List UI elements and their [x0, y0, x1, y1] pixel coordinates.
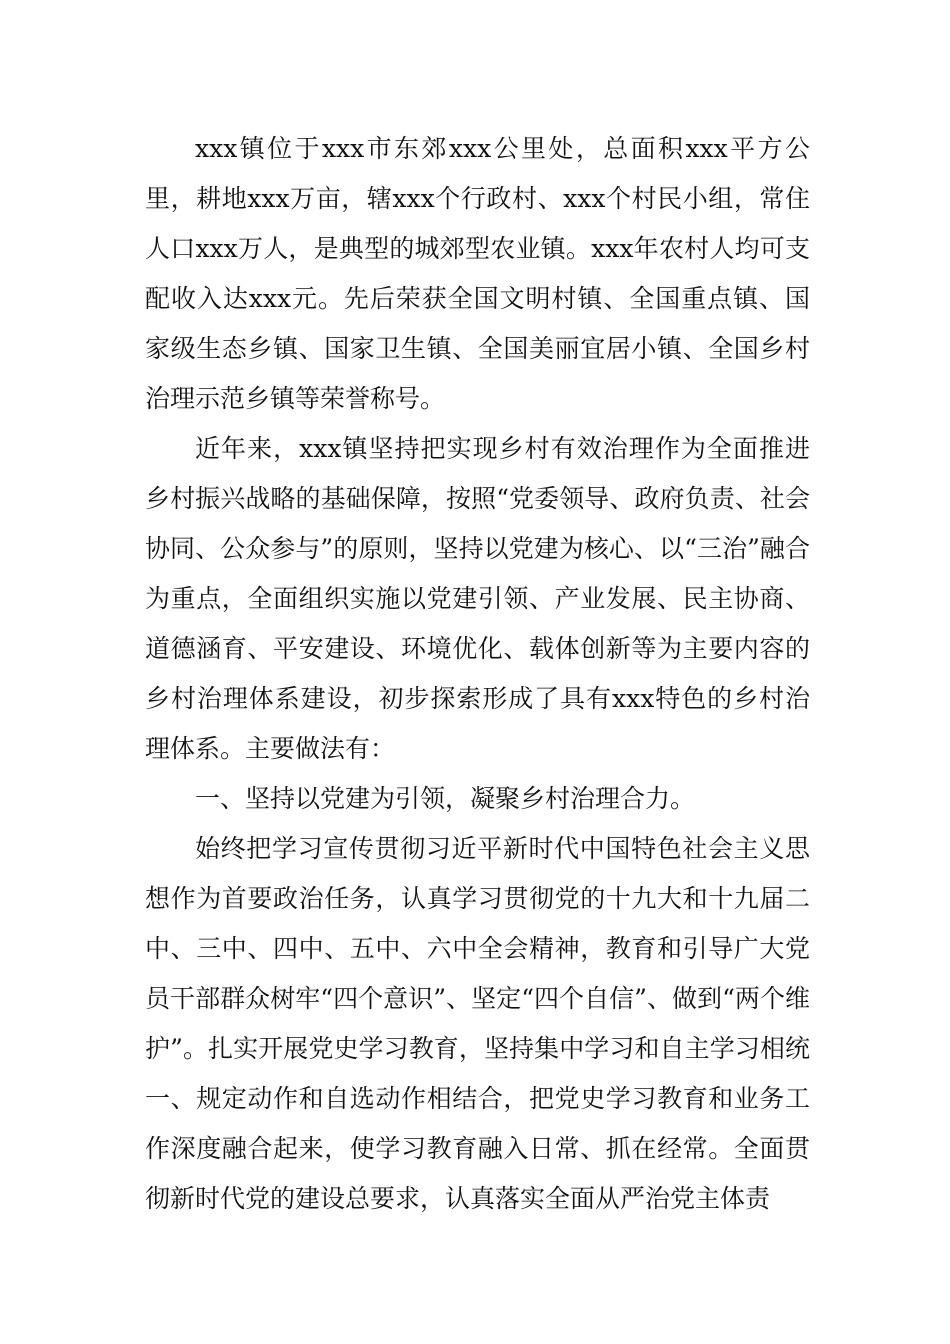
document-body	[145, 124, 810, 1224]
section-heading-1: 一、坚持以党建为引领，凝聚乡村治理合力。	[195, 784, 696, 813]
paragraph-overview: 近年来，xxx镇坚持把实现乡村有效治理作为全面推进乡村振兴战略的基础保障，按照“党委领导、政府负责、社会协同、公众参与”的原则，坚持以党建为核心、以“三治”融合为重点，全面组织实施以党建引领、产业发展、民主协商、道德涵育、平安建设、环境优化、载体创新等为主要内容的乡村治理体系建设，初步探索形成了具有xxx特色的乡村治理体系。主要做法有：	[145, 434, 810, 763]
paragraph-intro: xxx镇位于xxx市东郊xxx公里处，总面积xxx平方公里，耕地xxx万亩，辖xxx个行政村、xxx个村民小组，常住人口xxx万人，是典型的城郊型农业镇。xxx年农村人均可支配收入达xxx元。先后荣获全国文明村镇、全国重点镇、国家级生态乡镇、国家卫生镇、全国美丽宜居小镇、全国乡村治理示范乡镇等荣誉称号。	[145, 134, 810, 413]
paragraph-party-building: 始终把学习宣传贯彻习近平新时代中国特色社会主义思想作为首要政治任务，认真学习贯彻党的十九大和十九届二中、三中、四中、五中、六中全会精神，教育和引导广大党员干部群众树牢“四个意识”、坚定“四个自信”、做到“两个维护”。扎实开展党史学习教育，坚持集中学习和自主学习相统一、规定动作和自选动作相结合，把党史学习教育和业务工作深度融合起来，使学习教育融入日常、抓在经常。全面贯彻新时代党的建设总要求，认真落实全面从严治党主体责	[145, 834, 810, 1213]
